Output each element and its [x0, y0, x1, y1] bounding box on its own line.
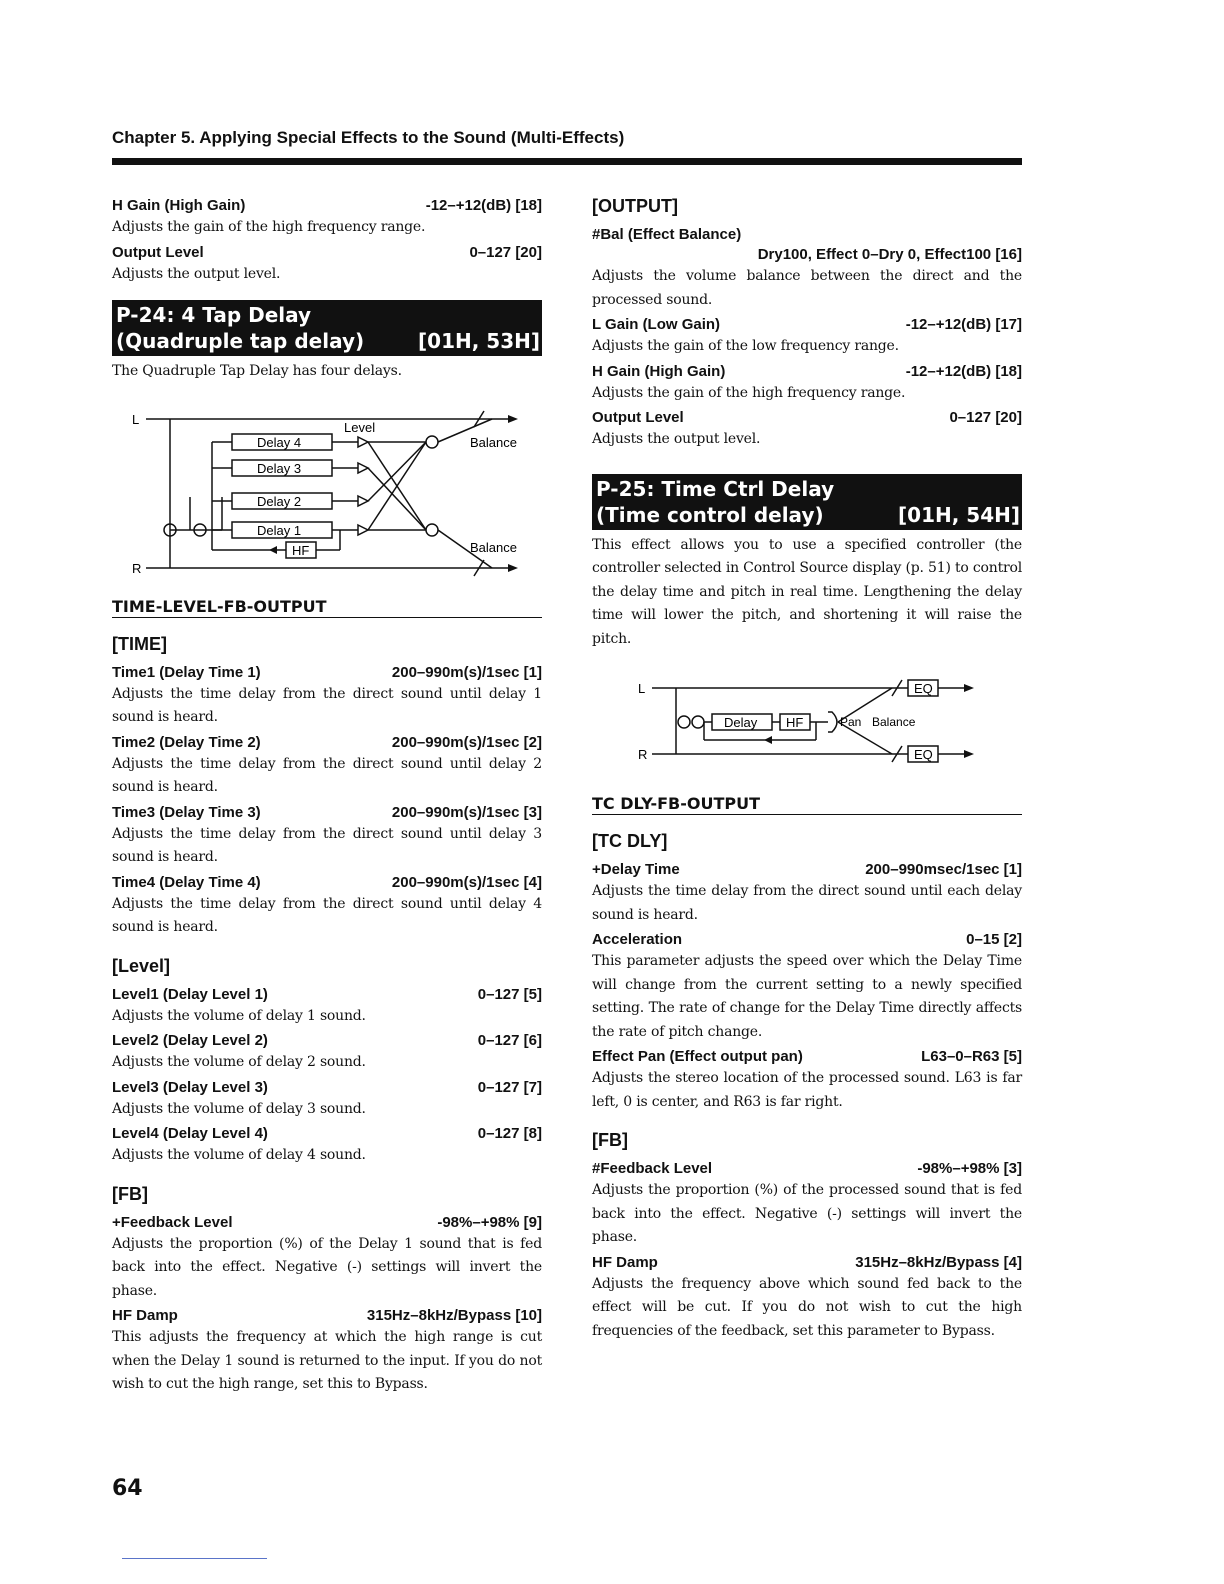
left-column	[112, 196, 542, 1400]
param-desc: Adjusts the proportion (%) of the Delay 1 sound that is fed back into the effect. Negative (-) settings will invert the phase.	[112, 1235, 542, 1299]
param-name: L Gain (Low Gain)	[592, 316, 721, 333]
param-name: +Feedback Level	[112, 1213, 233, 1231]
param-range: 0–127 [8]	[477, 1125, 542, 1142]
param-hf-damp	[592, 1253, 1022, 1273]
param-name: #Bal (Effect Balance)	[592, 226, 742, 243]
group-heading-level: [Level]	[112, 955, 171, 976]
param-name: Level2 (Delay Level 2)	[112, 1032, 268, 1049]
label-l: L	[638, 681, 646, 696]
param-name: HF Damp	[592, 1253, 658, 1271]
param-desc: Adjusts the volume of delay 3 sound.	[112, 1100, 366, 1117]
effect-intro: This effect allows you to use a specified controller (the controller selected in Control Source display (p. 51) to control the delay time and pitch in real time. Lengthening the delay time will lower the pitch, and shortening it will raise the pitch.	[592, 536, 1022, 647]
header-rule	[112, 158, 1022, 165]
param-range: 315Hz–8kHz/Bypass [10]	[366, 1307, 542, 1324]
param-range: -12–+12(dB) [18]	[425, 197, 542, 214]
banner-title: P-25: Time Ctrl Delay	[596, 476, 835, 501]
label-pan: Pan	[840, 715, 862, 729]
param-range: 200–990m(s)/1sec [3]	[391, 803, 542, 821]
param-output-level	[592, 408, 1022, 428]
label-r: R	[132, 560, 142, 576]
param-desc: Adjusts the frequency above which sound fed back to the effect will be cut. If you do not wish to cut the high frequencies of the feedback, set this parameter to Bypass.	[592, 1275, 1022, 1339]
param-range: -98%–+98% [9]	[437, 1213, 542, 1231]
group-heading-output: [OUTPUT]	[592, 196, 678, 216]
param-desc: Adjusts the volume balance between the direct and the processed sound.	[592, 268, 1022, 308]
param-h-gain	[112, 196, 542, 216]
param-range: 315Hz–8kHz/Bypass [4]	[855, 1253, 1022, 1271]
time-ctrl-delay-diagram	[592, 654, 1022, 784]
label-delay1: Delay 1	[257, 522, 302, 538]
param-desc: Adjusts the volume of delay 4 sound.	[112, 1147, 366, 1163]
param-delay-time	[592, 860, 1022, 880]
param-desc: This adjusts the frequency at which the high range is cut when the Delay 1 sound is returned to the input. If you do not wish to cut the high range, set this to Bypass.	[112, 1329, 542, 1392]
label-hf: HF	[292, 542, 310, 558]
param-range: L63–0–R63 [5]	[921, 1048, 1022, 1065]
param-level2	[112, 1031, 542, 1051]
param-name: HF Damp	[112, 1307, 178, 1324]
param-output-level	[112, 243, 542, 263]
param-name: H Gain (High Gain)	[592, 362, 726, 380]
param-desc: Adjusts the proportion (%) of the processed sound that is fed back into the effect. Negative (-) settings will invert the phase.	[592, 1182, 1022, 1245]
label-delay2: Delay 2	[257, 493, 302, 509]
banner-address: [01H, 54H]	[898, 502, 1020, 527]
param-time2	[112, 733, 542, 753]
banner-subtitle: (Time control delay)	[596, 502, 824, 527]
label-hf: HF	[786, 715, 804, 730]
section-title: TIME-LEVEL-FB-OUTPUT	[112, 597, 542, 618]
param-range: 200–990m(s)/1sec [4]	[391, 873, 542, 891]
param-range: 0–127 [6]	[477, 1032, 542, 1049]
group-heading-time: [TIME]	[112, 633, 167, 654]
param-time4	[112, 873, 542, 893]
banner-address: [01H, 53H]	[418, 329, 540, 353]
label-level: Level	[344, 419, 376, 435]
section-title: TC DLY-FB-OUTPUT	[592, 794, 1022, 815]
param-name: Acceleration	[592, 931, 683, 948]
param-level1	[112, 985, 542, 1005]
param-name: Output Level	[112, 243, 204, 261]
param-hf-damp	[112, 1306, 542, 1326]
param-effect-balance-range	[592, 245, 1022, 265]
param-desc: Adjusts the time delay from the direct sound until delay 3 sound is heard.	[112, 825, 542, 865]
param-name: #Feedback Level	[592, 1160, 713, 1177]
right-column	[592, 196, 1022, 1346]
param-desc: Adjusts the gain of the low frequency range.	[592, 338, 899, 354]
label-balance-bottom: Balance	[470, 539, 517, 555]
param-desc: Adjusts the time delay from the direct sound until delay 1 sound is heard.	[112, 685, 542, 725]
param-desc: Adjusts the volume of delay 1 sound.	[112, 1007, 366, 1024]
param-desc: Adjusts the output level.	[592, 431, 761, 447]
param-acceleration	[592, 930, 1022, 950]
param-desc: Adjusts the output level.	[112, 265, 281, 282]
param-desc: Adjusts the stereo location of the processed sound. L63 is far left, 0 is center, and R63 is far right.	[592, 1070, 1022, 1110]
param-h-gain	[592, 362, 1022, 382]
param-feedback-level	[112, 1213, 542, 1233]
param-level3	[112, 1078, 542, 1098]
param-desc: Adjusts the gain of the high frequency range.	[592, 384, 906, 401]
param-time3	[112, 803, 542, 823]
param-feedback-level	[592, 1159, 1022, 1179]
label-delay4: Delay 4	[257, 434, 302, 450]
param-name: Time4 (Delay Time 4)	[112, 873, 261, 891]
param-desc: This parameter adjusts the speed over which the Delay Time will change from the current setting to a newly specified setting. The rate of change for the Delay Time directly affects the rate of pitch change.	[592, 953, 1022, 1040]
param-time1	[112, 663, 542, 683]
group-heading-tc-dly: [TC DLY]	[592, 831, 668, 851]
effect-intro: The Quadruple Tap Delay has four delays.	[112, 363, 402, 379]
param-range: 200–990m(s)/1sec [2]	[391, 733, 542, 751]
effect-banner-p24	[112, 300, 542, 356]
label-balance: Balance	[872, 715, 916, 729]
param-range: 0–127 [7]	[477, 1078, 542, 1096]
label-delay3: Delay 3	[257, 460, 302, 476]
param-name: Level3 (Delay Level 3)	[112, 1078, 268, 1096]
param-desc: Adjusts the gain of the high frequency range.	[112, 219, 426, 235]
chapter-title: Chapter 5. Applying Special Effects to the Sound (Multi-Effects)	[112, 128, 625, 147]
param-range: 0–127 [20]	[469, 243, 542, 261]
param-name: Time2 (Delay Time 2)	[112, 733, 261, 751]
banner-subtitle: (Quadruple tap delay)	[116, 329, 365, 353]
param-range: -12–+12(dB) [18]	[905, 362, 1022, 380]
param-range: 0–127 [5]	[477, 985, 542, 1003]
label-eq-bottom: EQ	[914, 747, 933, 762]
param-effect-pan	[592, 1047, 1022, 1067]
param-effect-balance	[592, 225, 1022, 245]
param-l-gain	[592, 315, 1022, 335]
page-number: 64	[112, 1476, 143, 1501]
param-name: Time3 (Delay Time 3)	[112, 803, 261, 821]
param-range: 0–15 [2]	[966, 931, 1022, 948]
param-range: 200–990m(s)/1sec [1]	[391, 663, 542, 681]
param-range: -12–+12(dB) [17]	[905, 316, 1022, 333]
param-name: +Delay Time	[592, 861, 680, 878]
param-name: Output Level	[592, 409, 684, 426]
label-delay: Delay	[724, 715, 758, 730]
param-range: 200–990msec/1sec [1]	[865, 861, 1022, 878]
param-name: Effect Pan (Effect output pan)	[592, 1048, 803, 1065]
footer-rule	[122, 1558, 267, 1559]
banner-title: P-24: 4 Tap Delay	[116, 303, 312, 327]
param-level4	[112, 1124, 542, 1144]
label-eq-top: EQ	[914, 681, 933, 696]
label-l: L	[132, 411, 140, 427]
param-range: -98%–+98% [3]	[917, 1160, 1022, 1177]
param-desc: Adjusts the time delay from the direct sound until delay 4 sound is heard.	[112, 895, 542, 935]
label-balance-top: Balance	[470, 434, 517, 450]
param-range: Dry100, Effect 0–Dry 0, Effect100 [16]	[757, 246, 1022, 263]
param-desc: Adjusts the time delay from the direct sound until delay 2 sound is heard.	[112, 755, 542, 795]
group-heading-fb: [FB]	[112, 1183, 148, 1204]
group-heading-fb: [FB]	[592, 1130, 628, 1150]
param-name: H Gain (High Gain)	[112, 197, 246, 214]
effect-banner-p25	[592, 474, 1022, 530]
param-range: 0–127 [20]	[949, 409, 1022, 426]
label-r: R	[638, 747, 648, 762]
quad-tap-delay-diagram	[112, 387, 542, 587]
param-name: Level4 (Delay Level 4)	[112, 1125, 268, 1142]
param-name: Level1 (Delay Level 1)	[112, 985, 268, 1003]
param-name: Time1 (Delay Time 1)	[112, 663, 261, 681]
param-desc: Adjusts the time delay from the direct sound until each delay sound is heard.	[592, 883, 1022, 923]
param-desc: Adjusts the volume of delay 2 sound.	[112, 1054, 366, 1070]
